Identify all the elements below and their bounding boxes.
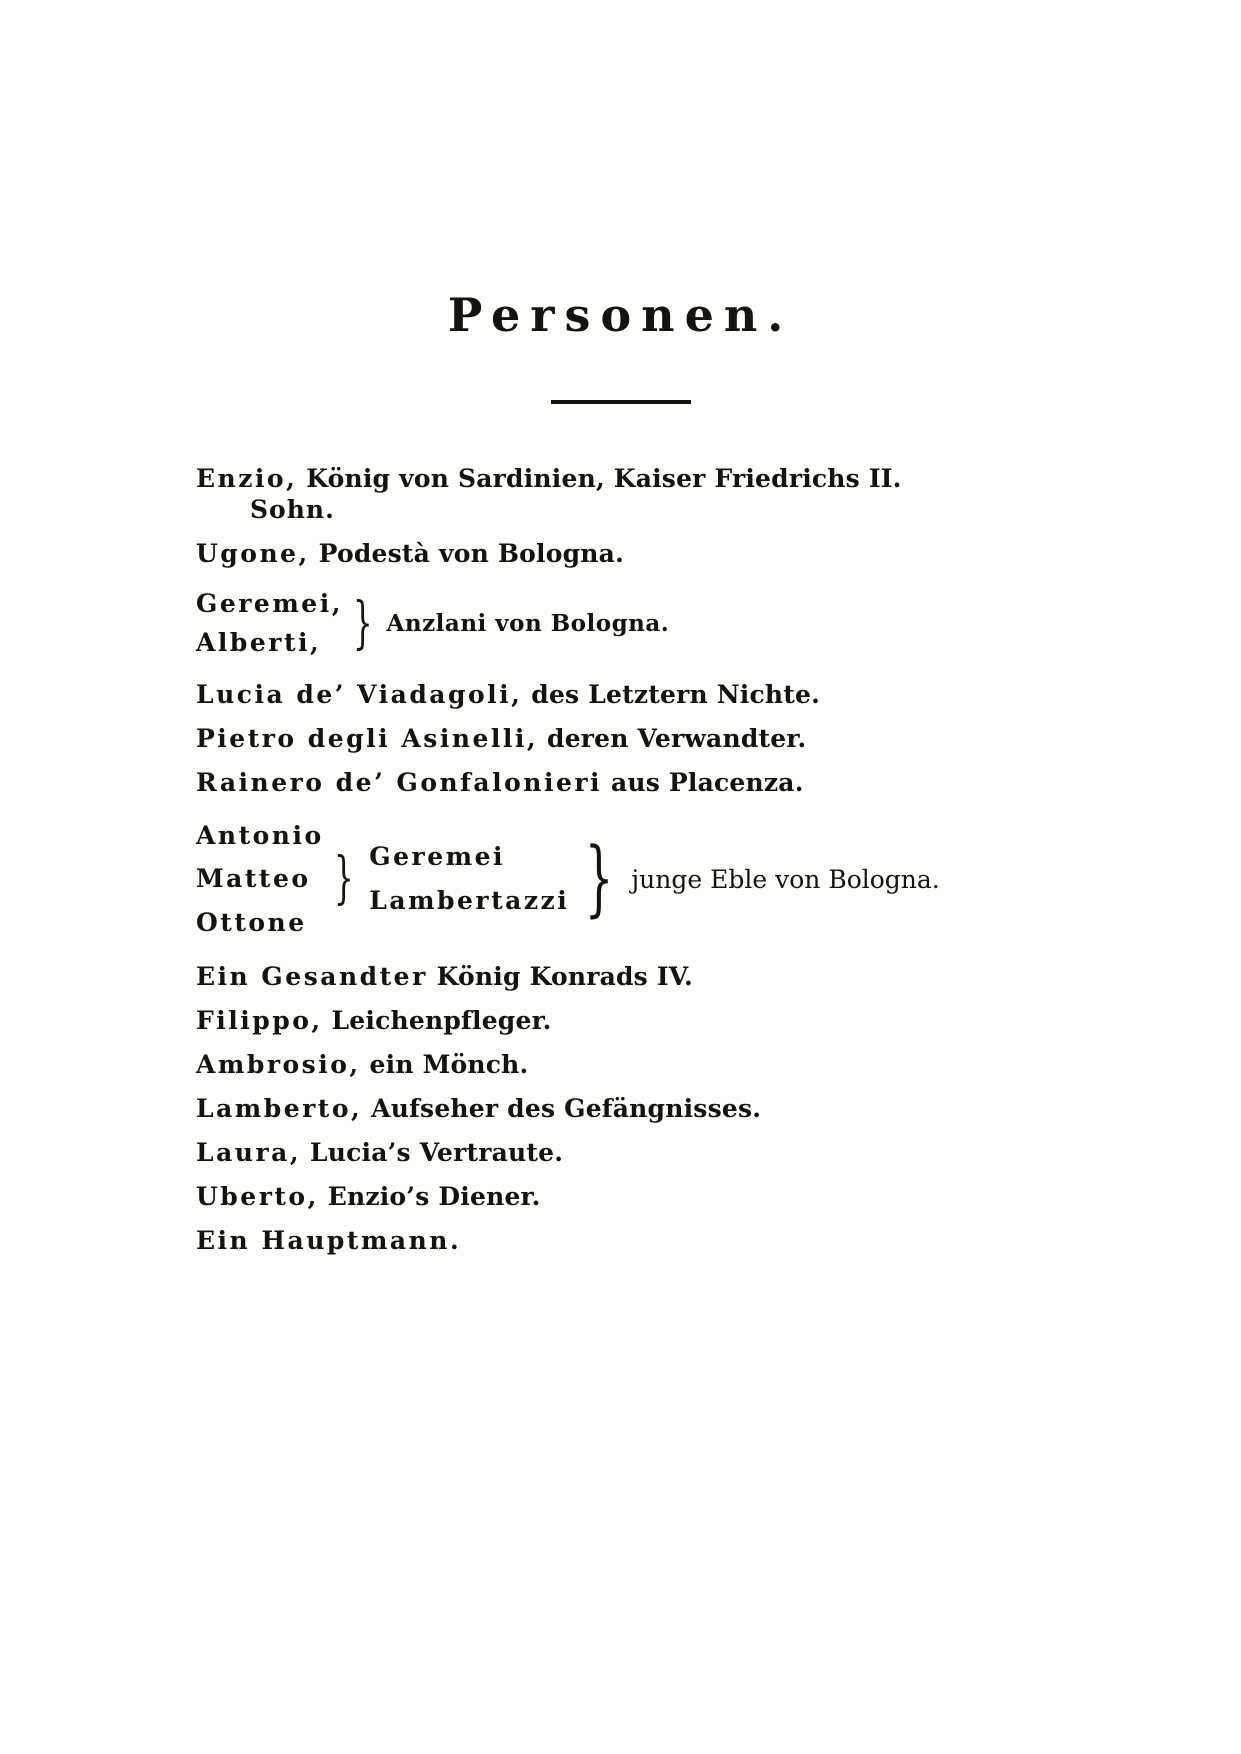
list-item	[196, 1005, 1076, 1035]
character-name: Uberto,	[196, 1181, 319, 1211]
character-desc: deren Verwandter.	[538, 723, 807, 753]
group-family-names	[367, 835, 571, 923]
character-name: Filippo,	[196, 1005, 323, 1035]
character-name: Ugone,	[196, 539, 310, 568]
character-desc: aus Placenza.	[602, 767, 804, 797]
character-desc: Leichenpfleger.	[322, 1005, 552, 1035]
character-name: Lucia de’ Viadagoli,	[196, 679, 523, 709]
character-name: Ambrosio,	[196, 1049, 361, 1079]
list-item	[196, 723, 1076, 753]
character-name: Laura,	[196, 1137, 302, 1167]
list-item-group-anziani	[196, 585, 1076, 663]
list-item	[196, 541, 1076, 566]
inner-brace-icon: }	[333, 845, 354, 911]
character-name: Antonio	[196, 820, 324, 850]
list-item	[196, 1137, 1076, 1167]
character-name: Alberti,	[196, 627, 322, 657]
cast-list	[196, 466, 1076, 1272]
list-item	[196, 1225, 1076, 1255]
character-desc: König von Sardinien, Kaiser Friedrichs II.	[297, 464, 902, 493]
character-name: Geremei,	[196, 589, 343, 618]
list-item	[196, 1181, 1076, 1211]
character-desc-continued: Sohn.	[250, 495, 335, 524]
character-name: Enzio,	[196, 464, 298, 493]
outer-brace-icon: }	[584, 831, 614, 927]
character-name: Matteo	[196, 864, 311, 894]
page-title: Personen.	[447, 288, 794, 342]
character-name: Pietro degli Asinelli,	[196, 723, 539, 753]
title-divider	[551, 400, 691, 404]
list-item	[196, 767, 1076, 797]
list-item	[196, 1093, 1076, 1123]
character-desc: Lucia’s Vertraute.	[301, 1137, 564, 1167]
list-item-group-nobles	[196, 814, 1076, 945]
character-name: Rainero de’ Gonfalonieri	[196, 767, 603, 797]
list-item	[196, 1049, 1076, 1079]
brace-icon: }	[352, 590, 373, 656]
character-desc: Aufseher des Gefängnisses.	[362, 1093, 762, 1123]
character-desc: Enzio’s Diener.	[318, 1181, 541, 1211]
character-name: Ein Gesandter	[196, 961, 428, 991]
character-desc: ein Mönch.	[360, 1049, 529, 1079]
group-names	[196, 585, 343, 663]
group-label: Anzlani von Bologna.	[386, 610, 670, 638]
character-desc: Podestà von Bologna.	[309, 539, 624, 568]
character-name: Ottone	[196, 908, 307, 937]
character-name: Lamberto,	[196, 1093, 363, 1123]
list-item	[196, 679, 1076, 709]
group-names	[196, 814, 324, 945]
group-label: junge Eble von Bologna.	[631, 864, 940, 894]
list-item	[196, 466, 1076, 522]
character-desc: des Letztern Nichte.	[522, 679, 821, 709]
character-name: Ein Hauptmann.	[196, 1225, 462, 1255]
character-desc: König Konrads IV.	[427, 961, 693, 991]
family-name-top: Geremei	[369, 842, 505, 872]
list-item	[196, 961, 1076, 991]
family-name-bottom: Lambertazzi	[369, 886, 570, 916]
